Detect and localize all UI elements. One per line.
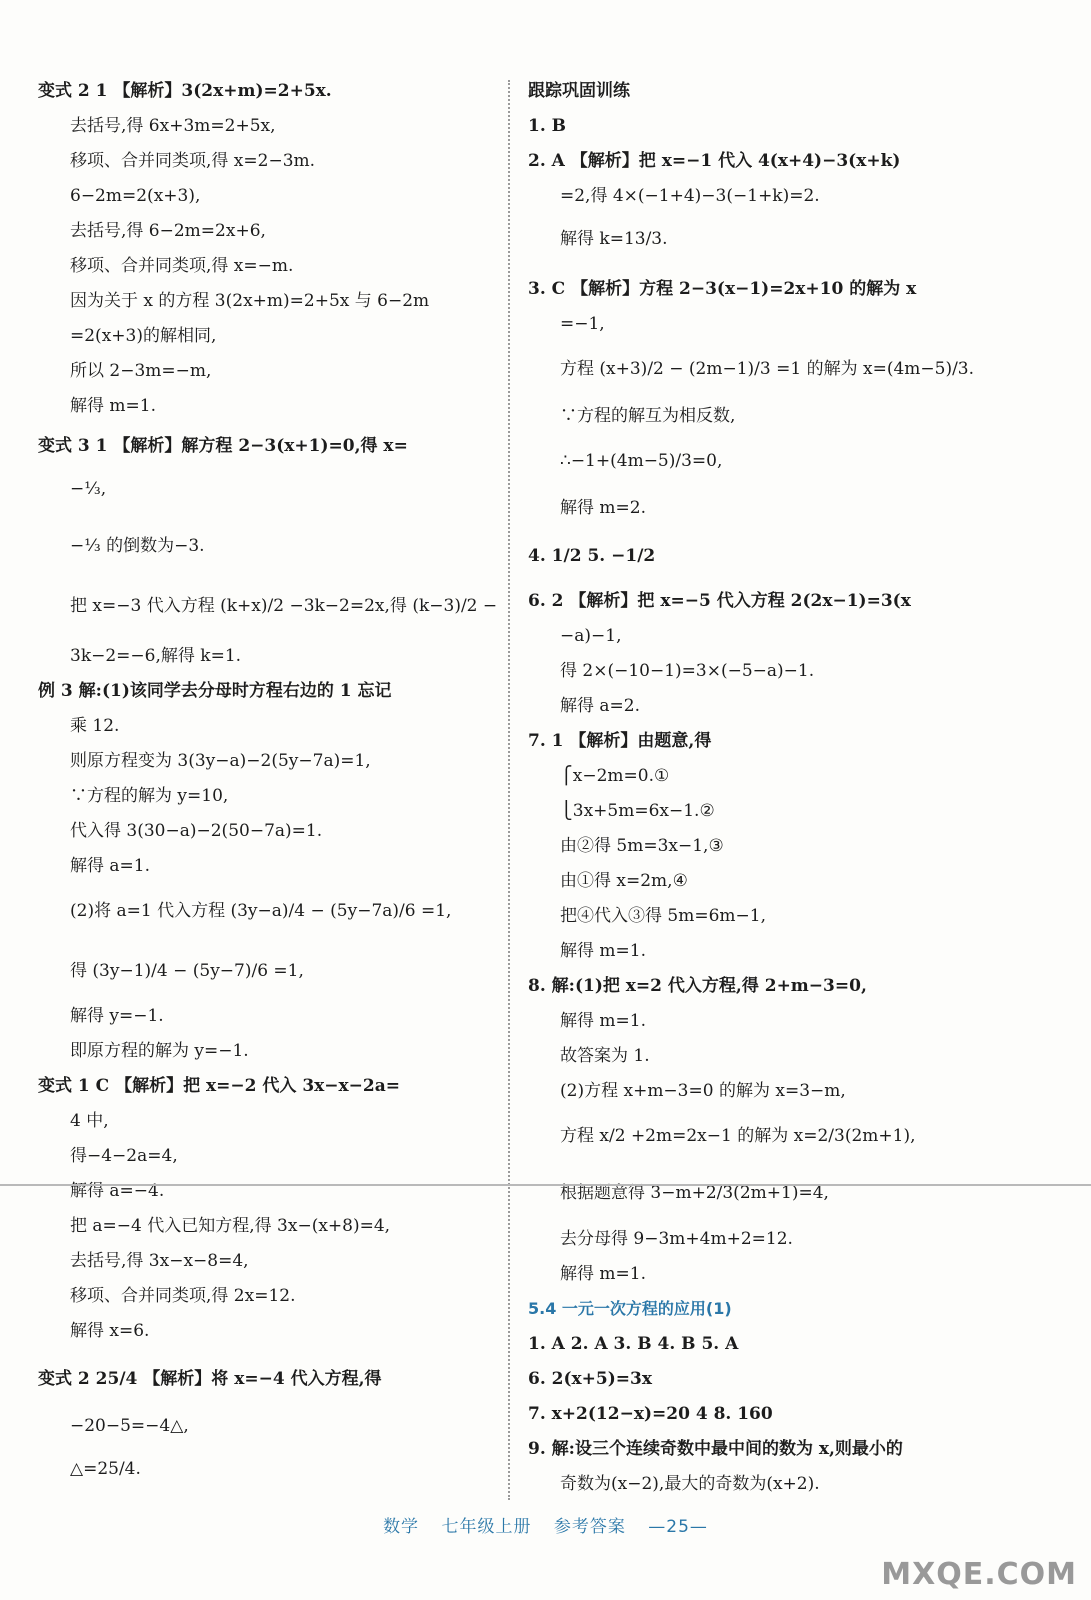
right-answer-line: 1. A 2. A 3. B 4. B 5. A — [528, 1334, 739, 1354]
left-answer-line: 变式 2 25/4 【解析】将 x=−4 代入方程,得 — [38, 1369, 382, 1389]
right-answer-line: =2,得 4×(−1+4)−3(−1+k)=2. — [560, 186, 820, 206]
left-answer-line: ∵方程的解为 y=10, — [70, 786, 229, 806]
left-answer-line: −⅓, — [70, 479, 107, 499]
right-answer-line: ⎩3x+5m=6x−1.② — [560, 801, 715, 821]
column-divider — [508, 80, 510, 1500]
right-answer-line: ∵方程的解互为相反数, — [560, 406, 736, 426]
right-answer-line: 跟踪巩固训练 — [528, 81, 630, 101]
right-answer-line: =−1, — [560, 314, 605, 334]
right-answer-line: 去分母得 9−3m+4m+2=12. — [560, 1229, 793, 1249]
right-answer-line: 6. 2(x+5)=3x — [528, 1369, 652, 1389]
right-answer-line: 由②得 5m=3x−1,③ — [560, 836, 724, 856]
right-answer-line: 方程 (x+3)/2 − (2m−1)/3 =1 的解为 x=(4m−5)/3. — [560, 359, 975, 379]
left-answer-line: 把 x=−3 代入方程 (k+x)/2 −3k−2=2x,得 (k−3)/2 − — [70, 596, 498, 616]
left-answer-line: 解得 a=−4. — [70, 1181, 165, 1201]
right-answer-line: 把④代入③得 5m=6m−1, — [560, 906, 766, 926]
right-answer-line: 奇数为(x−2),最大的奇数为(x+2). — [560, 1474, 820, 1494]
right-answer-line: 1. B — [528, 116, 567, 136]
left-answer-line: 移项、合并同类项,得 x=2−3m. — [70, 151, 316, 171]
left-answer-line: 去括号,得 3x−x−8=4, — [70, 1251, 249, 1271]
right-answer-line: 故答案为 1. — [560, 1046, 650, 1066]
right-answer-line: 3. C 【解析】方程 2−3(x−1)=2x+10 的解为 x — [528, 279, 917, 299]
left-answer-line: 解得 a=1. — [70, 856, 151, 876]
left-answer-line: 得−4−2a=4, — [70, 1146, 178, 1166]
right-answer-line: 解得 m=1. — [560, 1264, 646, 1284]
scan-fold-line — [0, 1184, 1091, 1186]
left-answer-line: 解得 x=6. — [70, 1321, 150, 1341]
right-answer-line: 4. 1/2 5. −1/2 — [528, 546, 656, 566]
left-answer-line: 变式 1 C 【解析】把 x=−2 代入 3x−x−2a= — [38, 1076, 400, 1096]
left-answer-line: 解得 y=−1. — [70, 1006, 164, 1026]
right-answer-line: 解得 a=2. — [560, 696, 641, 716]
left-answer-line: 则原方程变为 3(3y−a)−2(5y−7a)=1, — [70, 751, 371, 771]
footer-title: 参考答案 — [553, 1517, 626, 1537]
left-answer-line: 变式 3 1 【解析】解方程 2−3(x+1)=0,得 x= — [38, 436, 408, 456]
left-answer-line: 得 (3y−1)/4 − (5y−7)/6 =1, — [70, 961, 304, 981]
left-answer-line: 移项、合并同类项,得 x=−m. — [70, 256, 294, 276]
left-answer-line: 即原方程的解为 y=−1. — [70, 1041, 249, 1061]
right-answer-line: 解得 m=2. — [560, 498, 646, 518]
footer-subject: 数学 — [383, 1517, 420, 1537]
right-answer-line: −a)−1, — [560, 626, 622, 646]
left-answer-line: 去括号,得 6−2m=2x+6, — [70, 221, 266, 241]
right-answer-line: 解得 k=13/3. — [560, 229, 668, 249]
right-answer-line: 7. x+2(12−x)=20 4 8. 160 — [528, 1404, 773, 1424]
right-answer-line: 9. 解:设三个连续奇数中最中间的数为 x,则最小的 — [528, 1439, 903, 1459]
right-answer-line: 得 2×(−10−1)=3×(−5−a)−1. — [560, 661, 815, 681]
right-answer-line: ⎧x−2m=0.① — [560, 766, 670, 786]
footer-page-number: —25— — [648, 1517, 708, 1537]
left-answer-line: 乘 12. — [70, 716, 120, 736]
left-answer-line: 所以 2−3m=−m, — [70, 361, 212, 381]
left-answer-line: 去括号,得 6x+3m=2+5x, — [70, 116, 276, 136]
right-answer-line: 5.4 一元一次方程的应用(1) — [528, 1299, 732, 1318]
left-answer-line: 因为关于 x 的方程 3(2x+m)=2+5x 与 6−2m — [70, 291, 430, 311]
right-answer-line: 7. 1 【解析】由题意,得 — [528, 731, 712, 751]
left-answer-line: 变式 2 1 【解析】3(2x+m)=2+5x. — [38, 81, 332, 101]
left-answer-line: 移项、合并同类项,得 2x=12. — [70, 1286, 296, 1306]
right-answer-line: ∴−1+(4m−5)/3=0, — [560, 451, 723, 471]
left-answer-line: 把 a=−4 代入已知方程,得 3x−(x+8)=4, — [70, 1216, 391, 1236]
right-answer-line: (2)方程 x+m−3=0 的解为 x=3−m, — [560, 1081, 846, 1101]
left-answer-line: 6−2m=2(x+3), — [70, 186, 201, 206]
left-answer-line: 代入得 3(30−a)−2(50−7a)=1. — [70, 821, 323, 841]
right-answer-line: 由①得 x=2m,④ — [560, 871, 688, 891]
left-answer-line: 4 中, — [70, 1111, 109, 1131]
watermark-logo: MXQE.COM — [881, 1557, 1077, 1592]
page-footer — [0, 1512, 1091, 1537]
left-answer-line: −⅓ 的倒数为−3. — [70, 536, 205, 556]
right-answer-line: 解得 m=1. — [560, 1011, 646, 1031]
right-answer-line: 8. 解:(1)把 x=2 代入方程,得 2+m−3=0, — [528, 976, 867, 996]
right-answer-line: 6. 2 【解析】把 x=−5 代入方程 2(2x−1)=3(x — [528, 591, 911, 611]
right-answer-line: 方程 x/2 +2m=2x−1 的解为 x=2/3(2m+1), — [560, 1126, 916, 1146]
footer-grade: 七年级上册 — [441, 1517, 532, 1537]
left-answer-line: 解得 m=1. — [70, 396, 156, 416]
left-answer-line: 3k−2=−6,解得 k=1. — [70, 646, 242, 666]
right-answer-line: 2. A 【解析】把 x=−1 代入 4(x+4)−3(x+k) — [528, 151, 901, 171]
right-answer-line: 根据题意得 3−m+2/3(2m+1)=4, — [560, 1183, 829, 1203]
left-answer-line: −20−5=−4△, — [70, 1416, 189, 1436]
left-answer-line: 例 3 解:(1)该同学去分母时方程右边的 1 忘记 — [38, 681, 392, 701]
left-answer-line: (2)将 a=1 代入方程 (3y−a)/4 − (5y−7a)/6 =1, — [70, 901, 452, 921]
left-answer-line: =2(x+3)的解相同, — [70, 326, 217, 346]
right-answer-line: 解得 m=1. — [560, 941, 646, 961]
left-answer-line: △=25/4. — [70, 1459, 141, 1479]
